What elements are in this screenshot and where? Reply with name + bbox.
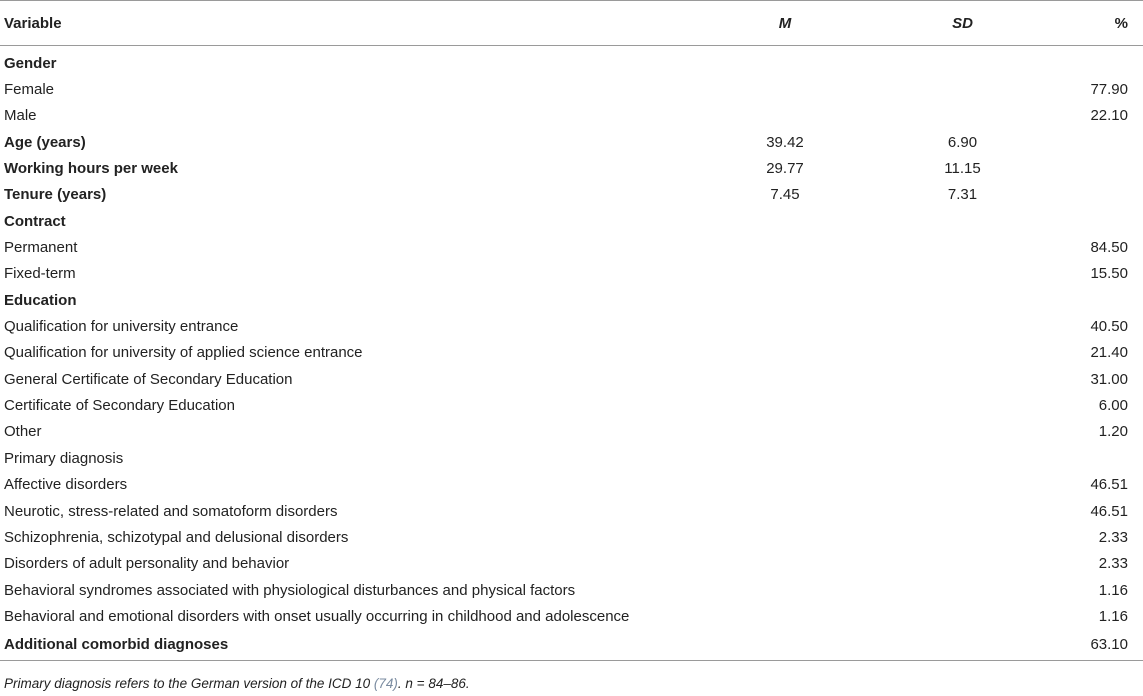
table-row [0,603,1143,629]
table-row [0,76,1143,102]
table-row [0,46,1143,77]
cell-percent: 46.51 [1090,476,1128,494]
header-mean: M [690,1,880,46]
cell-percent: 46.51 [1090,502,1128,520]
header-percent: % [1045,1,1143,46]
cell-mean [690,208,880,234]
cell-percent: 1.16 [1098,581,1128,599]
cell-sd [880,392,1045,418]
cell-percent: 2.33 [1098,555,1128,573]
table-row [0,366,1143,392]
cell-mean [690,392,880,418]
cell-sd [880,261,1045,287]
cell-sd [880,577,1045,603]
cell-variable: Other [4,423,42,441]
cell-mean [690,76,880,102]
cell-variable: Qualification for university of applied science entrance [4,344,363,362]
cell-variable: Fixed-term [4,265,76,283]
cell-sd [880,46,1045,77]
table-footnote [4,676,470,691]
header-variable: Variable [0,1,690,46]
cell-variable: Behavioral syndromes associated with physiological disturbances and physical factors [4,581,576,599]
table-row [0,287,1143,313]
cell-variable: Permanent [4,239,78,257]
cell-variable: Additional comorbid diagnoses [0,630,690,661]
table-row [0,208,1143,234]
cell-percent [1045,155,1143,181]
table-row [0,340,1143,366]
cell-percent: 84.50 [1090,239,1128,257]
cell-sd: 7.31 [947,186,978,204]
table-row [0,234,1143,260]
cell-sd [880,208,1045,234]
cell-sd [880,524,1045,550]
cell-sd [880,234,1045,260]
table-row [0,630,1143,661]
cell-mean: 7.45 [770,186,800,204]
cell-percent: 1.20 [1098,423,1128,441]
header-row [0,1,1143,46]
table-row [0,155,1143,181]
cell-percent [1045,287,1143,313]
cell-variable: Female [4,81,55,99]
table-row [0,313,1143,339]
cell-variable: Primary diagnosis [4,449,124,467]
cell-percent: 31.00 [1090,370,1128,388]
table-row [0,472,1143,498]
table-row [0,129,1143,155]
cell-sd [880,103,1045,129]
footnote-text: Primary diagnosis refers to the German version of the ICD 10 [4,676,374,691]
cell-sd [880,287,1045,313]
cell-sd [880,419,1045,445]
cell-percent: 21.40 [1090,344,1128,362]
cell-percent: 15.50 [1090,265,1128,283]
cell-percent [1045,208,1143,234]
cell-sd: 6.90 [947,133,978,151]
cell-mean [690,551,880,577]
cell-variable: Behavioral and emotional disorders with onset usually occurring in childhood and adolescence [4,607,630,625]
cell-percent [1045,182,1143,208]
cell-percent [1045,129,1143,155]
cell-variable: Male [4,107,37,125]
cell-mean [690,472,880,498]
cell-mean [690,445,880,471]
table-row [0,445,1143,471]
cell-variable: General Certificate of Secondary Education [4,370,293,388]
cell-mean [690,46,880,77]
cell-variable: Gender [4,54,57,72]
cell-mean [690,524,880,550]
cell-mean [690,340,880,366]
table-row [0,498,1143,524]
cell-variable: Age (years) [4,133,86,151]
table-body [0,46,1143,661]
cell-sd [880,76,1045,102]
cell-variable: Schizophrenia, schizotypal and delusional disorders [4,528,349,546]
table-row [0,103,1143,129]
cell-sd [880,472,1045,498]
cell-sd [880,551,1045,577]
cell-sd [880,313,1045,339]
cell-variable: Contract [4,212,66,230]
footnote-text-end: . n = 84–86. [397,676,470,691]
cell-mean: 39.42 [766,133,804,151]
cell-mean [690,313,880,339]
cell-mean [690,287,880,313]
table-row [0,261,1143,287]
cell-percent [1045,46,1143,77]
cell-variable: Certificate of Secondary Education [4,397,235,415]
footnote-reference-link[interactable]: (74) [373,676,398,691]
cell-sd [880,630,1045,661]
cell-percent [1045,445,1143,471]
cell-variable: Affective disorders [4,476,128,494]
cell-percent: 22.10 [1090,107,1128,125]
cell-variable: Neurotic, stress-related and somatoform disorders [4,502,338,520]
cell-percent: 40.50 [1090,318,1128,336]
table-row [0,392,1143,418]
table-row [0,419,1143,445]
cell-variable: Tenure (years) [4,186,107,204]
cell-sd [880,603,1045,629]
cell-percent: 2.33 [1098,528,1128,546]
cell-mean [690,261,880,287]
cell-percent: 63.10 [1045,630,1143,661]
table-row [0,524,1143,550]
cell-variable: Working hours per week [4,160,178,178]
cell-percent: 6.00 [1098,397,1128,415]
table-row [0,182,1143,208]
table-row [0,577,1143,603]
cell-sd [880,498,1045,524]
header-sd: SD [880,1,1045,46]
cell-mean [690,419,880,445]
cell-sd: 11.15 [944,160,981,178]
cell-percent: 1.16 [1098,607,1128,625]
table-row [0,551,1143,577]
cell-percent: 77.90 [1090,81,1128,99]
cell-mean [690,366,880,392]
cell-mean [690,103,880,129]
cell-mean [690,630,880,661]
cell-variable: Education [4,291,77,309]
cell-sd [880,340,1045,366]
cell-variable: Qualification for university entrance [4,318,239,336]
cell-mean [690,234,880,260]
cell-mean [690,498,880,524]
cell-mean [690,577,880,603]
cell-sd [880,366,1045,392]
cell-mean [690,603,880,629]
cell-variable: Disorders of adult personality and behavior [4,555,290,573]
cell-sd [880,445,1045,471]
cell-mean: 29.77 [766,160,804,178]
table-header [0,1,1143,46]
